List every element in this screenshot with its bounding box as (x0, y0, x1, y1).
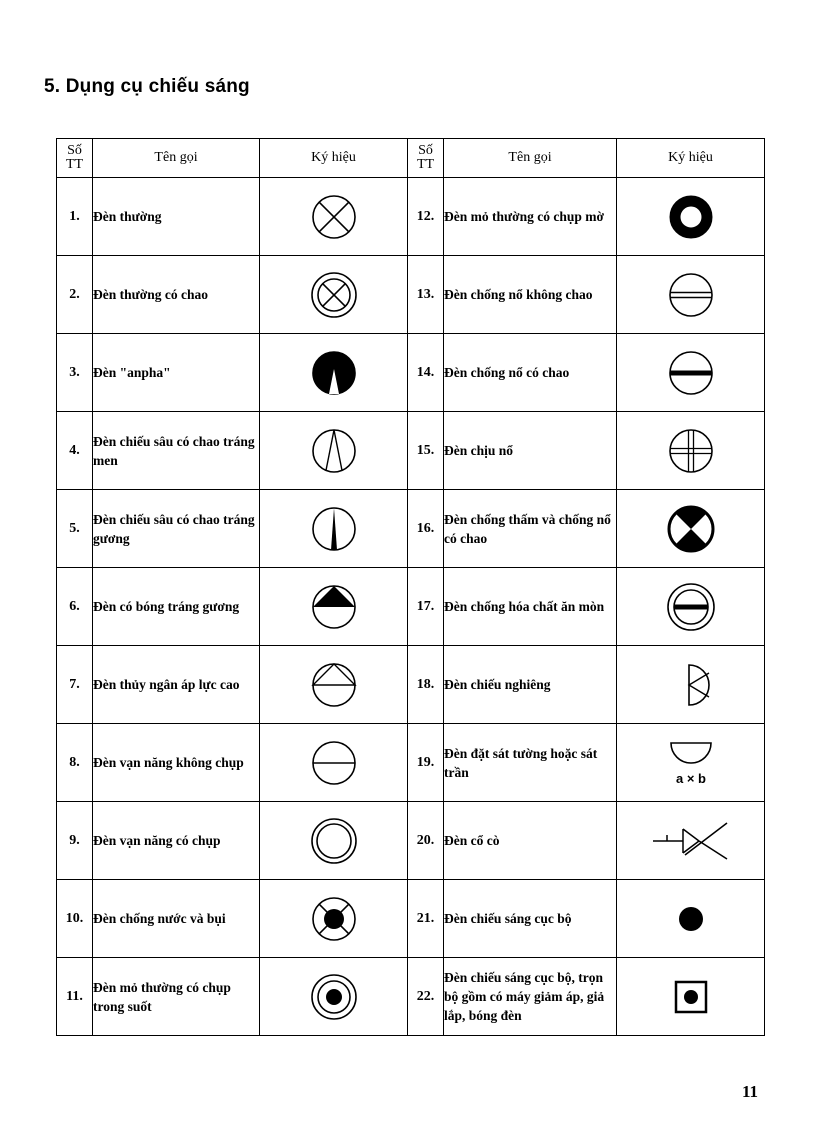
lamp-name: Đèn chịu nổ (444, 412, 617, 490)
double-circle-bar-icon (656, 577, 726, 637)
row-number: 14. (408, 334, 444, 412)
row-number: 19. (408, 724, 444, 802)
square-dot-icon (656, 967, 726, 1027)
circle-x-icon (299, 187, 369, 247)
row-number: 1. (57, 178, 93, 256)
lamp-name: Đèn mỏ thường có chụp mờ (444, 178, 617, 256)
circle-line-icon (299, 733, 369, 793)
lamp-name: Đèn chiếu nghiêng (444, 646, 617, 724)
lamp-name: Đèn đặt sát tường hoặc sát trần (444, 724, 617, 802)
row-number: 7. (57, 646, 93, 724)
double-circle-x-icon (299, 265, 369, 325)
lamp-name: Đèn thủy ngân áp lực cao (93, 646, 260, 724)
circle-filled-triangle-icon (299, 577, 369, 637)
solid-dot-icon (656, 889, 726, 949)
lamp-name: Đèn vạn năng có chụp (93, 802, 260, 880)
lamp-name: Đèn chiếu sáng cục bộ (444, 880, 617, 958)
row-number: 13. (408, 256, 444, 334)
header-no-left: Số TT (57, 139, 93, 178)
circle-double-cross-icon (656, 421, 726, 481)
row-number: 8. (57, 724, 93, 802)
gooseneck-lamp-icon (651, 811, 731, 871)
lamp-name: Đèn chiếu sáng cục bộ, trọn bộ gồm có máy giảm áp, giả lắp, bóng đèn (444, 958, 617, 1036)
lamp-name: Đèn thường có chao (93, 256, 260, 334)
lamp-name: Đèn vạn năng không chụp (93, 724, 260, 802)
header-name-right: Tên gọi (444, 139, 617, 178)
lamp-name: Đèn chống thấm và chống nổ có chao (444, 490, 617, 568)
header-symbol-left: Ký hiệu (260, 139, 408, 178)
lamp-name: Đèn chiếu sâu có chao tráng gương (93, 490, 260, 568)
row-number: 16. (408, 490, 444, 568)
table-row (57, 802, 765, 880)
table-row (57, 880, 765, 958)
circle-outline-triangle-icon (299, 655, 369, 715)
table-row (57, 490, 765, 568)
lamp-name: Đèn chiếu sâu có chao tráng men (93, 412, 260, 490)
circle-thick-bar-icon (656, 343, 726, 403)
row-number: 10. (57, 880, 93, 958)
dimension-caption: a × b (675, 770, 706, 786)
row-number: 11. (57, 958, 93, 1036)
lighting-symbols-table (56, 138, 765, 1036)
circle-v-lines-icon (299, 421, 369, 481)
lamp-name: Đèn có bóng tráng gương (93, 568, 260, 646)
lamp-name: Đèn chống nổ có chao (444, 334, 617, 412)
row-number: 9. (57, 802, 93, 880)
table-row (57, 724, 765, 802)
lamp-name: Đèn thường (93, 178, 260, 256)
lamp-name: Đèn chống nước và bụi (93, 880, 260, 958)
table-row (57, 412, 765, 490)
filled-circle-wedge-icon (299, 343, 369, 403)
double-circle-icon (299, 811, 369, 871)
table-row (57, 334, 765, 412)
header-name-left: Tên gọi (93, 139, 260, 178)
lamp-name: Đèn chống nổ không chao (444, 256, 617, 334)
table-row (57, 178, 765, 256)
row-number: 15. (408, 412, 444, 490)
row-number: 22. (408, 958, 444, 1036)
row-number: 2. (57, 256, 93, 334)
page-number: 11 (742, 1082, 759, 1101)
circle-x-dot-icon (299, 889, 369, 949)
circle-double-line-icon (656, 265, 726, 325)
double-circle-dot-icon (299, 967, 369, 1027)
header-symbol-right: Ký hiệu (617, 139, 765, 178)
table-row (57, 646, 765, 724)
circle-narrow-wedge-icon (299, 499, 369, 559)
semicircle-icon (656, 733, 726, 793)
row-number: 20. (408, 802, 444, 880)
table-row (57, 568, 765, 646)
circle-bowtie-icon (656, 499, 726, 559)
lamp-name: Đèn mỏ thường có chụp trong suốt (93, 958, 260, 1036)
row-number: 5. (57, 490, 93, 568)
row-number: 4. (57, 412, 93, 490)
lamp-name: Đèn cổ cò (444, 802, 617, 880)
row-number: 17. (408, 568, 444, 646)
header-no-right: Số TT (408, 139, 444, 178)
row-number: 3. (57, 334, 93, 412)
row-number: 21. (408, 880, 444, 958)
row-number: 18. (408, 646, 444, 724)
thick-ring-icon (656, 187, 726, 247)
lamp-name: Đèn "anpha" (93, 334, 260, 412)
row-number: 12. (408, 178, 444, 256)
table-header-row (57, 139, 765, 178)
half-circle-triangle-icon (656, 655, 726, 715)
section-title: 5. Dụng cụ chiếu sáng (44, 76, 250, 97)
table-row (57, 958, 765, 1036)
lamp-name: Đèn chống hóa chất ăn mòn (444, 568, 617, 646)
table-row (57, 256, 765, 334)
row-number: 6. (57, 568, 93, 646)
